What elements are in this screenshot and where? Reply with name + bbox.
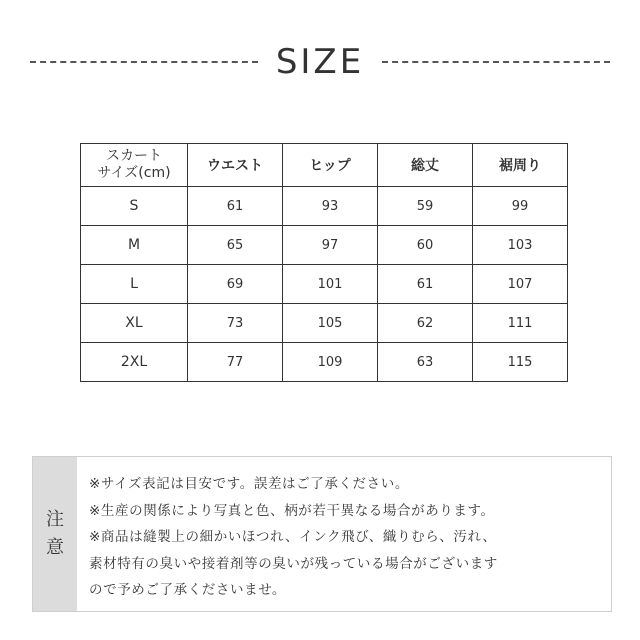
size-table bbox=[80, 143, 568, 382]
title-dash-right bbox=[382, 61, 610, 63]
length-cell: 59 bbox=[378, 187, 473, 226]
hip-cell: 109 bbox=[283, 343, 378, 382]
hem-cell: 107 bbox=[473, 265, 568, 304]
size-cell: 2XL bbox=[81, 343, 188, 382]
notes-label-char-1: 注 bbox=[46, 509, 64, 530]
waist-cell: 61 bbox=[188, 187, 283, 226]
hem-cell: 103 bbox=[473, 226, 568, 265]
title-row bbox=[30, 40, 610, 84]
notes-label bbox=[33, 457, 77, 611]
length-cell: 62 bbox=[378, 304, 473, 343]
note-line: ※商品は縫製上の細かいほつれ、インク飛び、織りむら、汚れ、 bbox=[89, 529, 497, 545]
size-cell: S bbox=[81, 187, 188, 226]
hip-cell: 105 bbox=[283, 304, 378, 343]
table-row bbox=[81, 265, 568, 304]
header-hip: ヒップ bbox=[283, 144, 378, 187]
hem-cell: 99 bbox=[473, 187, 568, 226]
corner-line-1: スカート bbox=[106, 148, 162, 164]
notes-label-char-2: 意 bbox=[46, 537, 64, 558]
size-cell: L bbox=[81, 265, 188, 304]
corner-line-2: サイズ(cm) bbox=[97, 165, 171, 181]
header-hem: 裾周り bbox=[473, 144, 568, 187]
table-header-row bbox=[81, 144, 568, 187]
note-line: ※生産の関係により写真と色、柄が若干異なる場合があります。 bbox=[89, 502, 495, 519]
table-row bbox=[81, 343, 568, 382]
hem-cell: 111 bbox=[473, 304, 568, 343]
waist-cell: 77 bbox=[188, 343, 283, 382]
size-cell: XL bbox=[81, 304, 188, 343]
length-cell: 63 bbox=[378, 343, 473, 382]
waist-cell: 73 bbox=[188, 304, 283, 343]
table-row bbox=[81, 187, 568, 226]
hem-cell: 115 bbox=[473, 343, 568, 382]
title-dash-left bbox=[30, 61, 258, 63]
notes-text bbox=[77, 457, 611, 611]
corner-header bbox=[81, 144, 188, 187]
hip-cell: 101 bbox=[283, 265, 378, 304]
hip-cell: 93 bbox=[283, 187, 378, 226]
header-length: 総丈 bbox=[378, 144, 473, 187]
hip-cell: 97 bbox=[283, 226, 378, 265]
table-row bbox=[81, 304, 568, 343]
header-waist: ウエスト bbox=[188, 144, 283, 187]
length-cell: 60 bbox=[378, 226, 473, 265]
length-cell: 61 bbox=[378, 265, 473, 304]
note-line: ので予めご了承くださいませ。 bbox=[89, 582, 286, 598]
note-line: ※サイズ表記は目安です。誤差はご了承ください。 bbox=[89, 476, 409, 492]
waist-cell: 69 bbox=[188, 265, 283, 304]
waist-cell: 65 bbox=[188, 226, 283, 265]
table-row bbox=[81, 226, 568, 265]
size-cell: M bbox=[81, 226, 188, 265]
page-title: SIZE bbox=[275, 42, 365, 82]
note-line: 素材特有の臭いや接着剤等の臭いが残っている場合がございます bbox=[89, 555, 498, 572]
notes-box bbox=[32, 456, 612, 612]
